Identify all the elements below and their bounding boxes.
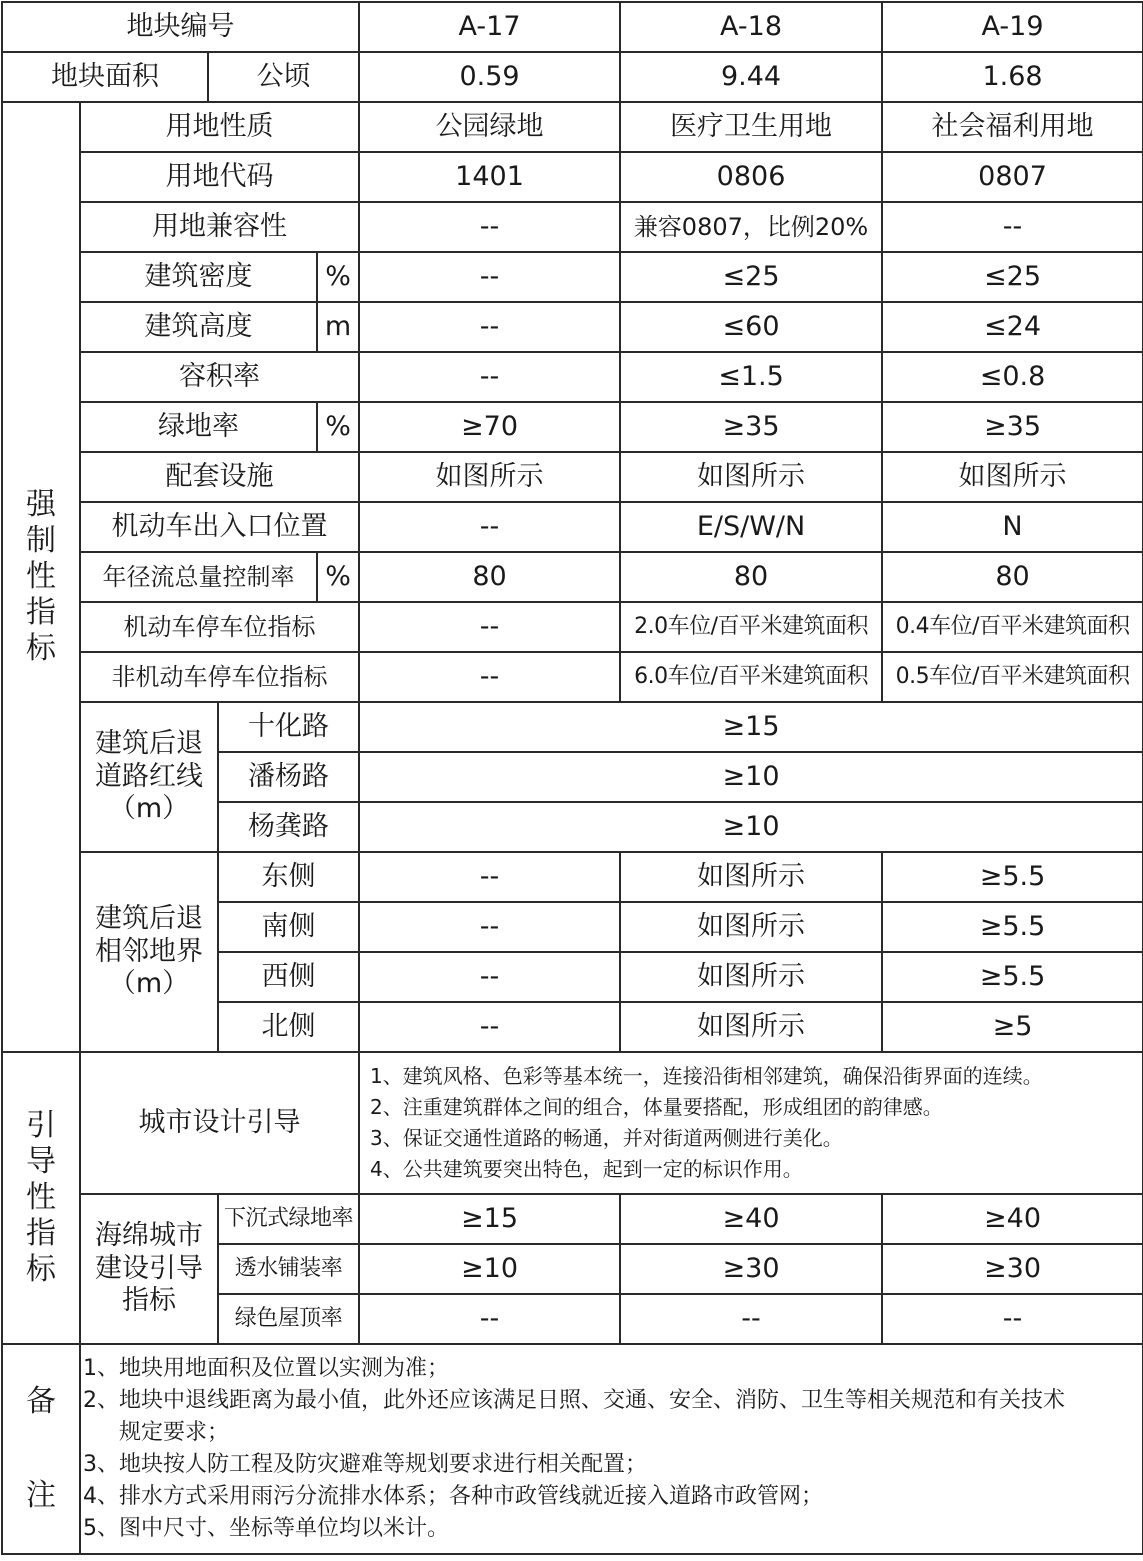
cell-a19: ≥35 bbox=[882, 402, 1143, 452]
notes-label-top: 备 bbox=[26, 1384, 56, 1419]
cell-a19: ≥30 bbox=[882, 1244, 1143, 1294]
cell-a18: 2.0车位/百平米建筑面积 bbox=[620, 602, 882, 652]
road-setback-label: 建筑后退 道路红线 （m） bbox=[80, 702, 218, 852]
row-unit: % bbox=[317, 402, 359, 452]
row-label: 配套设施 bbox=[80, 452, 359, 502]
cell-a17: 如图所示 bbox=[359, 452, 620, 502]
cell-a18: -- bbox=[620, 1294, 882, 1344]
cell-a19: ≥5 bbox=[882, 1002, 1143, 1052]
cell-a18: 医疗卫生用地 bbox=[620, 102, 882, 152]
note-item: 1、地块用地面积及位置以实测为准； bbox=[83, 1356, 449, 1382]
side-name: 南侧 bbox=[218, 902, 359, 952]
row-building-height bbox=[2, 302, 1143, 352]
boundary-setback-label: 建筑后退 相邻地界 （m） bbox=[80, 852, 218, 1052]
row-runoff-control bbox=[2, 552, 1143, 602]
plot-area-unit: 公顷 bbox=[208, 52, 359, 102]
cell-a17: 公园绿地 bbox=[359, 102, 620, 152]
row-vehicle-entrance bbox=[2, 502, 1143, 552]
note-item: 2、地块中退线距离为最小值，此外还应该满足日照、交通、安全、消防、卫生等相关规范和有关技术 bbox=[83, 1388, 1066, 1414]
row-label: 绿地率 bbox=[80, 402, 317, 452]
cell-a18: 如图所示 bbox=[620, 1002, 882, 1052]
cell-a18: 如图所示 bbox=[620, 452, 882, 502]
cell-a19: ≥40 bbox=[882, 1194, 1143, 1244]
urban-design-label: 城市设计引导 bbox=[80, 1052, 359, 1194]
row-boundary-east bbox=[2, 852, 1143, 902]
planning-indicator-table bbox=[1, 1, 1143, 1555]
plot-area-a18: 9.44 bbox=[620, 52, 882, 102]
note-item: 5、图中尺寸、坐标等单位均以米计。 bbox=[83, 1515, 449, 1541]
row-land-code bbox=[2, 152, 1143, 202]
cell-a17: -- bbox=[359, 602, 620, 652]
mandatory-group-label: 强 制 性 指 标 bbox=[2, 102, 80, 1052]
notes-content bbox=[80, 1344, 1143, 1554]
side-name: 东侧 bbox=[218, 852, 359, 902]
sponge-city-label: 海绵城市 建设引导 指标 bbox=[80, 1194, 218, 1344]
row-compatibility bbox=[2, 202, 1143, 252]
cell-a18: ≤1.5 bbox=[620, 352, 882, 402]
plot-area-label: 地块面积 bbox=[2, 52, 208, 102]
cell-a19: ≤24 bbox=[882, 302, 1143, 352]
road-setback-value: ≥15 bbox=[359, 702, 1143, 752]
road-name: 十化路 bbox=[218, 702, 359, 752]
row-unit: m bbox=[317, 302, 359, 352]
cell-a18: 80 bbox=[620, 552, 882, 602]
cell-a19: ≥5.5 bbox=[882, 852, 1143, 902]
cell-a18: 如图所示 bbox=[620, 902, 882, 952]
cell-a18: 如图所示 bbox=[620, 852, 882, 902]
side-name: 北侧 bbox=[218, 1002, 359, 1052]
note-item-continuation: 规定要求； bbox=[119, 1420, 230, 1446]
row-motor-parking bbox=[2, 602, 1143, 652]
row-unit: % bbox=[317, 252, 359, 302]
plot-area-a19: 1.68 bbox=[882, 52, 1143, 102]
row-label: 非机动车停车位指标 bbox=[80, 652, 359, 702]
cell-a18: 兼容0807，比例20% bbox=[620, 202, 882, 252]
row-label: 用地兼容性 bbox=[80, 202, 359, 252]
note-item: 4、排水方式采用雨污分流排水体系；各种市政管线就近接入道路市政管网； bbox=[83, 1483, 823, 1509]
row-unit: % bbox=[317, 552, 359, 602]
row-building-density bbox=[2, 252, 1143, 302]
row-label: 容积率 bbox=[80, 352, 359, 402]
row-label: 用地性质 bbox=[80, 102, 359, 152]
plot-a18: A-18 bbox=[620, 2, 882, 52]
road-setback-value: ≥10 bbox=[359, 802, 1143, 852]
row-urban-design bbox=[2, 1052, 1143, 1194]
cell-a18: ≥30 bbox=[620, 1244, 882, 1294]
plot-area-a17: 0.59 bbox=[359, 52, 620, 102]
cell-a19: -- bbox=[882, 1294, 1143, 1344]
row-road-setback-1 bbox=[2, 702, 1143, 752]
cell-a18: ≤25 bbox=[620, 252, 882, 302]
cell-a19: ≤25 bbox=[882, 252, 1143, 302]
cell-a17: 1401 bbox=[359, 152, 620, 202]
cell-a17: -- bbox=[359, 1002, 620, 1052]
sponge-item-name: 绿色屋顶率 bbox=[218, 1294, 359, 1344]
cell-a19: 如图所示 bbox=[882, 452, 1143, 502]
row-label: 建筑密度 bbox=[80, 252, 317, 302]
plot-a19: A-19 bbox=[882, 2, 1143, 52]
cell-a19: ≥5.5 bbox=[882, 952, 1143, 1002]
cell-a18: ≤60 bbox=[620, 302, 882, 352]
road-setback-value: ≥10 bbox=[359, 752, 1143, 802]
cell-a19: N bbox=[882, 502, 1143, 552]
cell-a17: 80 bbox=[359, 552, 620, 602]
cell-a19: 0807 bbox=[882, 152, 1143, 202]
row-label: 建筑高度 bbox=[80, 302, 317, 352]
cell-a17: -- bbox=[359, 852, 620, 902]
cell-a17: -- bbox=[359, 1294, 620, 1344]
urban-design-item: 1、建筑风格、色彩等基本统一，连接沿街相邻建筑，确保沿街界面的连续。 bbox=[370, 1064, 1043, 1088]
cell-a18: E/S/W/N bbox=[620, 502, 882, 552]
cell-a18: 0806 bbox=[620, 152, 882, 202]
cell-a17: -- bbox=[359, 202, 620, 252]
sponge-item-name: 下沉式绿地率 bbox=[218, 1194, 359, 1244]
cell-a19: ≥5.5 bbox=[882, 902, 1143, 952]
cell-a17: -- bbox=[359, 502, 620, 552]
cell-a17: -- bbox=[359, 302, 620, 352]
header-row-plot-area bbox=[2, 52, 1143, 102]
cell-a17: -- bbox=[359, 952, 620, 1002]
cell-a19: 0.4车位/百平米建筑面积 bbox=[882, 602, 1143, 652]
row-label: 机动车出入口位置 bbox=[80, 502, 359, 552]
row-sponge-sunken-green bbox=[2, 1194, 1143, 1244]
row-notes bbox=[2, 1344, 1143, 1554]
notes-label bbox=[2, 1344, 80, 1554]
cell-a17: ≥15 bbox=[359, 1194, 620, 1244]
header-row-plot-number bbox=[2, 2, 1143, 52]
side-name: 西侧 bbox=[218, 952, 359, 1002]
urban-design-item: 2、注重建筑群体之间的组合，体量要搭配，形成组团的韵律感。 bbox=[370, 1095, 943, 1119]
guidance-group-label: 引 导 性 指 标 bbox=[2, 1052, 80, 1344]
row-green-ratio bbox=[2, 402, 1143, 452]
cell-a19: 0.5车位/百平米建筑面积 bbox=[882, 652, 1143, 702]
plot-a17: A-17 bbox=[359, 2, 620, 52]
cell-a17: ≥70 bbox=[359, 402, 620, 452]
cell-a19: ≤0.8 bbox=[882, 352, 1143, 402]
urban-design-item: 4、公共建筑要突出特色，起到一定的标识作用。 bbox=[370, 1157, 803, 1181]
row-label: 机动车停车位指标 bbox=[80, 602, 359, 652]
cell-a19: 80 bbox=[882, 552, 1143, 602]
notes-label-bottom: 注 bbox=[26, 1478, 56, 1513]
cell-a17: -- bbox=[359, 252, 620, 302]
note-item: 3、地块按人防工程及防灾避难等规划要求进行相关配置； bbox=[83, 1452, 647, 1477]
sponge-item-name: 透水铺装率 bbox=[218, 1244, 359, 1294]
road-name: 潘杨路 bbox=[218, 752, 359, 802]
row-land-use bbox=[2, 102, 1143, 152]
cell-a18: 6.0车位/百平米建筑面积 bbox=[620, 652, 882, 702]
cell-a18: ≥40 bbox=[620, 1194, 882, 1244]
urban-design-item: 3、保证交通性道路的畅通，并对街道两侧进行美化。 bbox=[370, 1126, 843, 1150]
cell-a17: -- bbox=[359, 652, 620, 702]
road-name: 杨龚路 bbox=[218, 802, 359, 852]
cell-a18: 如图所示 bbox=[620, 952, 882, 1002]
cell-a17: ≥10 bbox=[359, 1244, 620, 1294]
cell-a19: 社会福利用地 bbox=[882, 102, 1143, 152]
cell-a17: -- bbox=[359, 352, 620, 402]
row-floor-area-ratio bbox=[2, 352, 1143, 402]
plot-number-label: 地块编号 bbox=[2, 2, 359, 52]
row-nonmotor-parking bbox=[2, 652, 1143, 702]
urban-design-items bbox=[359, 1052, 1143, 1194]
row-label: 年径流总量控制率 bbox=[80, 552, 317, 602]
cell-a18: ≥35 bbox=[620, 402, 882, 452]
cell-a17: -- bbox=[359, 902, 620, 952]
cell-a19: -- bbox=[882, 202, 1143, 252]
row-label: 用地代码 bbox=[80, 152, 359, 202]
row-facilities bbox=[2, 452, 1143, 502]
